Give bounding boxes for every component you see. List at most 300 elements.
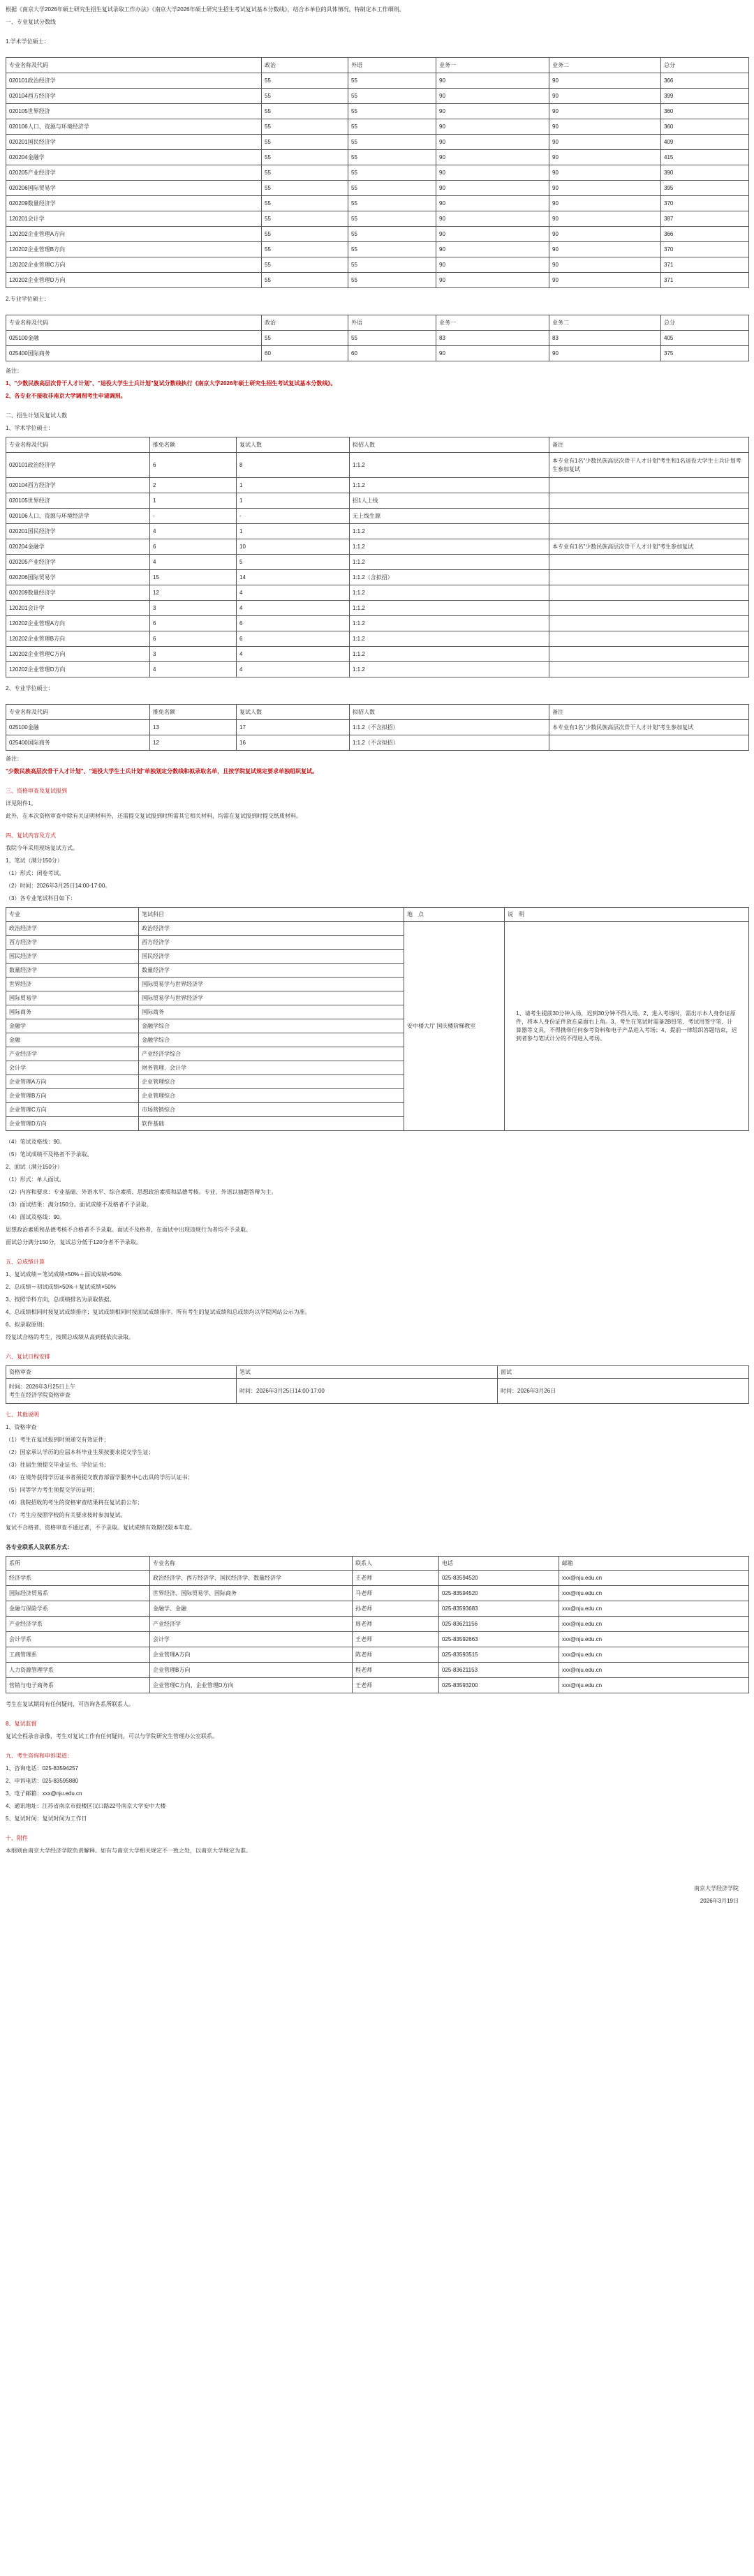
table-cell: 1:1.2（不含拟招） bbox=[350, 735, 549, 751]
table-cell: 笔试科目 bbox=[139, 908, 404, 922]
table-row bbox=[6, 257, 749, 273]
section-6-title: 六、复试日程安排 bbox=[6, 1354, 50, 1360]
table-cell: 025-83593683 bbox=[439, 1601, 559, 1617]
table-cell: 西方经济学 bbox=[139, 936, 404, 950]
remark-cell bbox=[549, 509, 749, 524]
table-cell: 周老师 bbox=[353, 1617, 439, 1632]
signature: 南京大学经济学院 bbox=[694, 1885, 739, 1892]
table-cell: 020104西方经济学 bbox=[6, 478, 150, 493]
table-cell: 备注 bbox=[549, 705, 749, 720]
table-cell: 17 bbox=[237, 720, 350, 735]
table-cell: 国际商务 bbox=[139, 1005, 404, 1019]
table-cell: 90 bbox=[436, 242, 549, 257]
section-4-title: 四、复试内容及方式 bbox=[6, 832, 56, 839]
table-row bbox=[6, 1586, 749, 1601]
table-cell: 专业名称及代码 bbox=[6, 58, 262, 73]
s10-item-2: 2、申诉电话：025-83595880 bbox=[6, 1778, 79, 1784]
table-cell: 1:1.2 bbox=[350, 647, 549, 662]
table-cell: 90 bbox=[549, 135, 661, 150]
table-row bbox=[6, 346, 749, 361]
table-cell: 020106人口、资源与环境经济学 bbox=[6, 509, 150, 524]
table-cell: 020201国民经济学 bbox=[6, 135, 262, 150]
table-cell: 55 bbox=[262, 135, 348, 150]
table-cell: 025400国际商务 bbox=[6, 735, 150, 751]
table-row bbox=[6, 119, 749, 135]
table-cell: 371 bbox=[661, 257, 749, 273]
table-cell: 55 bbox=[262, 211, 348, 227]
table-cell: 3 bbox=[150, 647, 237, 662]
table-cell: 375 bbox=[661, 346, 749, 361]
table-cell: 6 bbox=[150, 616, 237, 631]
table-row bbox=[6, 227, 749, 242]
table-cell: 企业管理C方向 bbox=[6, 1103, 139, 1117]
table-cell: 020104西方经济学 bbox=[6, 89, 262, 104]
schedule-written: 时间：2026年3月25日14:00-17:00 bbox=[237, 1379, 498, 1404]
table-cell: 360 bbox=[661, 119, 749, 135]
s5-principle-title: 6、拟录取原则： bbox=[6, 1321, 48, 1328]
table-cell: 业务二 bbox=[549, 58, 661, 73]
table-cell: 4 bbox=[237, 585, 350, 601]
s3-p1: 详见附件1。 bbox=[6, 800, 37, 807]
table-cell: 1:1.2 bbox=[350, 662, 549, 677]
table-cell: 招1人上线 bbox=[350, 493, 549, 509]
table-cell: 90 bbox=[436, 211, 549, 227]
table-cell: 90 bbox=[549, 257, 661, 273]
table-cell: 390 bbox=[661, 165, 749, 181]
table-row bbox=[6, 539, 749, 555]
remark-cell: 本专业有1名"少数民族高层次骨干人才计划"考生和1名退役大学生士兵计划考生参加复试 bbox=[549, 453, 749, 478]
table-cell: 55 bbox=[348, 89, 436, 104]
remark-cell bbox=[549, 524, 749, 539]
table-cell: 025-83593200 bbox=[439, 1678, 559, 1693]
section-2-sub-a: 1、学术学位硕士： bbox=[6, 425, 54, 431]
table-cell: 产业经济学综合 bbox=[139, 1047, 404, 1061]
table-cell: 业务一 bbox=[436, 58, 549, 73]
s7-item-7: （7）考生应按照学校的有关要求按时参加复试。 bbox=[6, 1512, 126, 1518]
table-cell: 366 bbox=[661, 227, 749, 242]
table-cell: xxx@nju.edu.cn bbox=[559, 1586, 749, 1601]
table-row bbox=[6, 662, 749, 677]
section-1-sub-a: 1.学术学位硕士： bbox=[6, 38, 50, 45]
table-row bbox=[6, 150, 749, 165]
table-cell: 8 bbox=[237, 453, 350, 478]
table-cell: 工商管理系 bbox=[6, 1647, 150, 1663]
table-cell: 55 bbox=[262, 165, 348, 181]
section-3-title: 三、资格审查及复试报到 bbox=[6, 788, 67, 794]
table-cell: 120202企业管理A方向 bbox=[6, 227, 262, 242]
table-cell: 1 bbox=[237, 493, 350, 509]
table-cell: 399 bbox=[661, 89, 749, 104]
table-cell: 020201国民经济学 bbox=[6, 524, 150, 539]
table-cell: 1 bbox=[150, 493, 237, 509]
table-cell: 4 bbox=[237, 647, 350, 662]
table-cell: 020105世界经济 bbox=[6, 493, 150, 509]
table-cell: 020105世界经济 bbox=[6, 104, 262, 119]
table-cell: 90 bbox=[436, 150, 549, 165]
table-cell: 拟招人数 bbox=[350, 437, 549, 453]
remark-cell bbox=[549, 647, 749, 662]
s4-written-1: （1）形式：闭卷考试。 bbox=[6, 870, 65, 876]
table-cell: 020204金融学 bbox=[6, 539, 150, 555]
professional-plan-table bbox=[6, 704, 749, 751]
s4-interview-title: 2、面试（满分150分） bbox=[6, 1164, 63, 1170]
table-cell: 12 bbox=[150, 735, 237, 751]
table-cell: - bbox=[237, 509, 350, 524]
table-cell: 55 bbox=[348, 273, 436, 288]
table-cell: 企业管理B方向 bbox=[150, 1663, 353, 1678]
table-cell: 6 bbox=[150, 453, 237, 478]
table-cell: 55 bbox=[348, 196, 436, 211]
table-cell: 1:1.2 bbox=[350, 631, 549, 647]
section-9-title: 8、复试监督 bbox=[6, 1721, 37, 1727]
table-cell: 14 bbox=[237, 570, 350, 585]
table-cell: 企业管理B方向 bbox=[6, 1089, 139, 1103]
table-cell: 推免名额 bbox=[150, 705, 237, 720]
table-cell: 55 bbox=[262, 150, 348, 165]
s7-item-3: （3）往届生须提交毕业证书、学位证书； bbox=[6, 1462, 110, 1468]
table-cell: 王老师 bbox=[353, 1632, 439, 1647]
table-cell: 4 bbox=[150, 555, 237, 570]
table-cell: 55 bbox=[262, 181, 348, 196]
table-cell: 395 bbox=[661, 181, 749, 196]
schedule-table bbox=[6, 1365, 749, 1404]
schedule-qualification bbox=[6, 1379, 237, 1404]
table-cell: 人力资源管理学系 bbox=[6, 1663, 150, 1678]
table-row bbox=[6, 647, 749, 662]
table-cell: 55 bbox=[348, 135, 436, 150]
table-cell: 55 bbox=[262, 242, 348, 257]
table-row bbox=[6, 735, 749, 751]
table-cell: 90 bbox=[549, 211, 661, 227]
section-5-title: 五、总成绩计算 bbox=[6, 1259, 45, 1265]
table-cell: 55 bbox=[348, 257, 436, 273]
table-cell: 金融学综合 bbox=[139, 1033, 404, 1047]
s10-item-4: 4、通讯地址：江苏省南京市鼓楼区汉口路22号南京大学安中大楼 bbox=[6, 1803, 166, 1809]
table-cell: 总分 bbox=[661, 58, 749, 73]
table-cell: 55 bbox=[262, 273, 348, 288]
s8-paragraph: 考生在复试期间有任何疑问，可咨询各系所联系人。 bbox=[6, 1701, 134, 1707]
table-row bbox=[6, 1647, 749, 1663]
table-cell: 邮箱 bbox=[559, 1557, 749, 1571]
table-cell: 金融学 bbox=[6, 1019, 139, 1033]
table-cell: 1:1.2 bbox=[350, 539, 549, 555]
table-cell: 020204金融学 bbox=[6, 150, 262, 165]
s7-p2: 复试不合格者、资格审查不通过者，不予录取。复试成绩有效期仅限本年度。 bbox=[6, 1525, 195, 1531]
s11-paragraph: 本细则由南京大学经济学院负责解释。如有与南京大学相关规定不一致之处，以南京大学规定为准。 bbox=[6, 1848, 251, 1854]
remark-cell bbox=[549, 570, 749, 585]
table-cell: 020209数量经济学 bbox=[6, 585, 150, 601]
table-cell: 1:1.2 bbox=[350, 524, 549, 539]
table-cell: 120202企业管理B方向 bbox=[6, 242, 262, 257]
table-row bbox=[6, 242, 749, 257]
table-cell: 90 bbox=[436, 135, 549, 150]
table-cell: 经济学系 bbox=[6, 1571, 150, 1586]
table-cell: 55 bbox=[262, 119, 348, 135]
remark-cell bbox=[549, 555, 749, 570]
table-row bbox=[6, 196, 749, 211]
table-cell: 55 bbox=[348, 150, 436, 165]
s4-interview-5: 思想政治素质和品德考核不合格者不予录取。面试不及格者，在面试中出现违规行为者均不予录取。 bbox=[6, 1227, 251, 1233]
table-cell: 020101政治经济学 bbox=[6, 73, 262, 89]
table-cell: 025-83621156 bbox=[439, 1617, 559, 1632]
table-cell: 王老师 bbox=[353, 1571, 439, 1586]
table-row bbox=[6, 631, 749, 647]
table-cell: xxx@nju.edu.cn bbox=[559, 1663, 749, 1678]
table-cell: 地 点 bbox=[404, 908, 505, 922]
table-cell: 1:1.2（不含拟招） bbox=[350, 720, 549, 735]
table-cell: 国际贸易学与世界经济学 bbox=[139, 978, 404, 991]
table-cell: 415 bbox=[661, 150, 749, 165]
schedule-interview: 时间：2026年3月26日 bbox=[498, 1379, 749, 1404]
table-row bbox=[6, 89, 749, 104]
table-cell: 120202企业管理B方向 bbox=[6, 631, 150, 647]
section-2-title: 二、招生计划及复试人数 bbox=[6, 412, 67, 419]
table-cell: 025-83592663 bbox=[439, 1632, 559, 1647]
table-cell: 推免名额 bbox=[150, 437, 237, 453]
table-row bbox=[6, 585, 749, 601]
table-cell: 83 bbox=[436, 331, 549, 346]
table-cell: 025-83593515 bbox=[439, 1647, 559, 1663]
table-cell: 025400国际商务 bbox=[6, 346, 262, 361]
professional-score-table bbox=[6, 315, 749, 361]
table-cell: 90 bbox=[549, 119, 661, 135]
table-cell: 366 bbox=[661, 73, 749, 89]
remark-cell: 本专业有1名"少数民族高层次骨干人才计划"考生参加复试 bbox=[549, 539, 749, 555]
table-cell: 025-83594520 bbox=[439, 1571, 559, 1586]
intro-paragraph: 根据《南京大学2026年硕士研究生招生复试录取工作办法》《南京大学2026年硕士研究生招生考试复试基本分数线》，结合本单位的具体情况，特制定本工作细则。 bbox=[6, 6, 405, 13]
table-row bbox=[6, 1663, 749, 1678]
table-row bbox=[6, 1571, 749, 1586]
schedule-head-1: 资格审查 bbox=[6, 1366, 237, 1379]
table-cell: xxx@nju.edu.cn bbox=[559, 1647, 749, 1663]
table-cell: 金融与保险学系 bbox=[6, 1601, 150, 1617]
table-cell: 90 bbox=[436, 73, 549, 89]
table-cell: 国际经济贸易系 bbox=[6, 1586, 150, 1601]
s9-paragraph: 复试全程录音录像，考生对复试工作有任何疑问，可以与学院研究生管理办公室联系。 bbox=[6, 1733, 218, 1739]
table-row bbox=[6, 1632, 749, 1647]
table-cell: 政治经济学 bbox=[139, 922, 404, 936]
table-cell: 12 bbox=[150, 585, 237, 601]
schedule-qualification-time: 时间：2026年3月25日上午 bbox=[9, 1383, 76, 1390]
table-cell: 外语 bbox=[348, 315, 436, 331]
table-cell: 55 bbox=[262, 104, 348, 119]
table-cell: 15 bbox=[150, 570, 237, 585]
table-cell: 企业管理C方向、企业管理D方向 bbox=[150, 1678, 353, 1693]
s7-p1: 1、资格审查 bbox=[6, 1424, 37, 1430]
table-cell: 120201会计学 bbox=[6, 211, 262, 227]
table-cell: 拟招人数 bbox=[350, 705, 549, 720]
table-cell: xxx@nju.edu.cn bbox=[559, 1617, 749, 1632]
table-cell: 90 bbox=[436, 257, 549, 273]
section-8-title: 各专业联系人及联系方式： bbox=[6, 1544, 73, 1550]
table-cell: 55 bbox=[348, 227, 436, 242]
table-cell: 55 bbox=[262, 196, 348, 211]
table-cell: 4 bbox=[237, 601, 350, 616]
table-cell: 025-83594520 bbox=[439, 1586, 559, 1601]
s2-note-label: 备注： bbox=[6, 756, 22, 762]
table-cell: 83 bbox=[549, 331, 661, 346]
table-cell: 90 bbox=[436, 119, 549, 135]
table-cell: 1:1.2 bbox=[350, 453, 549, 478]
s7-item-5: （5）同等学力考生须提交学历证明； bbox=[6, 1487, 98, 1493]
table-cell: - bbox=[150, 509, 237, 524]
remark-cell bbox=[549, 631, 749, 647]
table-cell: 4 bbox=[237, 662, 350, 677]
table-cell: 世界经济 bbox=[6, 978, 139, 991]
table-cell: 90 bbox=[436, 165, 549, 181]
table-cell: 企业管理A方向 bbox=[6, 1075, 139, 1089]
table-cell: 90 bbox=[436, 227, 549, 242]
table-cell: 90 bbox=[549, 227, 661, 242]
table-cell: 数量经济学 bbox=[139, 964, 404, 978]
table-row bbox=[6, 331, 749, 346]
table-row bbox=[6, 211, 749, 227]
table-cell: 业务二 bbox=[549, 315, 661, 331]
table-cell: 409 bbox=[661, 135, 749, 150]
table-header-row bbox=[6, 437, 749, 453]
section-10-title: 九、考生咨询和申诉渠道： bbox=[6, 1753, 73, 1759]
table-cell: 120202企业管理C方向 bbox=[6, 257, 262, 273]
table-row bbox=[6, 570, 749, 585]
remark-cell bbox=[549, 493, 749, 509]
table-cell: 020206国际贸易学 bbox=[6, 570, 150, 585]
table-cell: 55 bbox=[348, 165, 436, 181]
schedule-qualification-place: 考生在经济学院资格审查 bbox=[9, 1391, 71, 1398]
table-cell: 55 bbox=[348, 242, 436, 257]
table-cell: 专业名称 bbox=[150, 1557, 353, 1571]
table-cell: 025100金融 bbox=[6, 720, 150, 735]
s7-item-2: （2）国家承认学历的应届本科毕业生须按要求提交学生证； bbox=[6, 1449, 154, 1455]
section-1-title: 一、专业复试分数线 bbox=[6, 19, 56, 25]
table-cell: 1:1.2 bbox=[350, 478, 549, 493]
table-cell: 国际贸易学 bbox=[6, 991, 139, 1005]
table-cell: 营销与电子商务系 bbox=[6, 1678, 150, 1693]
table-cell: 金融 bbox=[6, 1033, 139, 1047]
table-cell: 6 bbox=[150, 631, 237, 647]
table-cell: 16 bbox=[237, 735, 350, 751]
s2-note: "少数民族高层次骨干人才计划"、"退役大学生士兵计划"单独划定分数线和拟录取名单，且按学院复试规定要求单独组织复试。 bbox=[6, 768, 318, 774]
table-cell: xxx@nju.edu.cn bbox=[559, 1678, 749, 1693]
table-cell: 55 bbox=[262, 73, 348, 89]
table-cell: xxx@nju.edu.cn bbox=[559, 1601, 749, 1617]
document-body bbox=[6, 6, 748, 1910]
s4-interview-2: （2）内容和要求：专业基础、外语水平、综合素质、思想政治素质和品德考核。专业、外语以抽题答辩为主。 bbox=[6, 1189, 277, 1195]
schedule-head-2: 笔试 bbox=[237, 1366, 498, 1379]
s5-formula-1: 1、复试成绩＝笔试成绩×50%＋面试成绩×50% bbox=[6, 1271, 121, 1278]
s1-note-2: 2、各专业不接收非南京大学调剂考生申请调剂。 bbox=[6, 393, 126, 399]
table-cell: 1:1.2 bbox=[350, 616, 549, 631]
table-row bbox=[6, 478, 749, 493]
s3-p2: 此外，在本次资格审查中除有关证明材料外，还需提交复试报到时所需其它相关材料，均需在复试报到时提交纸质材料。 bbox=[6, 813, 302, 819]
table-cell: 90 bbox=[549, 196, 661, 211]
table-cell: xxx@nju.edu.cn bbox=[559, 1571, 749, 1586]
table-cell: 90 bbox=[549, 104, 661, 119]
table-cell: 55 bbox=[348, 331, 436, 346]
table-cell: 市场营销综合 bbox=[139, 1103, 404, 1117]
s1-note-label: 备注： bbox=[6, 368, 22, 374]
s10-item-5: 5、复试时间：复试时间为工作日 bbox=[6, 1815, 87, 1822]
table-cell: 系所 bbox=[6, 1557, 150, 1571]
table-cell: 90 bbox=[436, 273, 549, 288]
table-cell: 1:1.2（含拟招） bbox=[350, 570, 549, 585]
table-cell: 财务管理、会计学 bbox=[139, 1061, 404, 1075]
table-cell: 360 bbox=[661, 104, 749, 119]
table-cell: 专业名称及代码 bbox=[6, 705, 150, 720]
table-cell: 业务一 bbox=[436, 315, 549, 331]
academic-score-table bbox=[6, 57, 749, 288]
table-cell: 电话 bbox=[439, 1557, 559, 1571]
table-cell: 120202企业管理D方向 bbox=[6, 662, 150, 677]
table-cell: 企业管理综合 bbox=[139, 1075, 404, 1089]
s5-formula-3: 3、按照学科方向，总成绩排名为录取依据。 bbox=[6, 1296, 115, 1303]
table-cell: 总分 bbox=[661, 315, 749, 331]
table-cell: 西方经济学 bbox=[6, 936, 139, 950]
table-cell: 专业名称及代码 bbox=[6, 315, 262, 331]
table-header-row bbox=[6, 1557, 749, 1571]
table-cell: 90 bbox=[436, 89, 549, 104]
table-cell: xxx@nju.edu.cn bbox=[559, 1632, 749, 1647]
remark-cell bbox=[549, 662, 749, 677]
table-cell: 产业经济学 bbox=[6, 1047, 139, 1061]
table-cell: 55 bbox=[262, 89, 348, 104]
table-cell: 55 bbox=[262, 257, 348, 273]
table-cell: 世界经济、国际贸易学、国际商务 bbox=[150, 1586, 353, 1601]
table-row bbox=[6, 165, 749, 181]
table-cell: 6 bbox=[237, 616, 350, 631]
table-cell: 专业名称及代码 bbox=[6, 437, 150, 453]
remark-cell bbox=[549, 616, 749, 631]
table-cell: 90 bbox=[436, 181, 549, 196]
table-row bbox=[6, 1601, 749, 1617]
table-cell: 55 bbox=[348, 181, 436, 196]
table-header-row bbox=[6, 58, 749, 73]
table-cell: 120201会计学 bbox=[6, 601, 150, 616]
table-cell: 备注 bbox=[549, 437, 749, 453]
s10-item-3: 3、电子邮箱：xxx@nju.edu.cn bbox=[6, 1790, 82, 1797]
table-cell: 55 bbox=[348, 73, 436, 89]
table-cell: 无上线生源 bbox=[350, 509, 549, 524]
table-cell: 120202企业管理D方向 bbox=[6, 273, 262, 288]
table-row bbox=[6, 555, 749, 570]
table-cell: 13 bbox=[150, 720, 237, 735]
table-cell: 外语 bbox=[348, 58, 436, 73]
table-cell: 1:1.2 bbox=[350, 585, 549, 601]
table-cell: 数量经济学 bbox=[6, 964, 139, 978]
table-cell: 本专业有1名"少数民族高层次骨干人才计划"考生参加复试 bbox=[549, 720, 749, 735]
table-cell: 55 bbox=[262, 227, 348, 242]
table-row bbox=[6, 73, 749, 89]
table-cell: 90 bbox=[549, 150, 661, 165]
table-cell: 6 bbox=[150, 539, 237, 555]
table-cell: 90 bbox=[549, 346, 661, 361]
s1-note-1: 1、"少数民族高层次骨干人才计划"、"退役大学生士兵计划"复试分数线执行《南京大学2026年硕士研究生招生考试复试基本分数线》。 bbox=[6, 380, 337, 387]
table-cell: 会计学系 bbox=[6, 1632, 150, 1647]
table-cell: 1 bbox=[237, 478, 350, 493]
s7-item-4: （4）在境外获得学历证书者须提交教育部留学服务中心出具的学历认证书； bbox=[6, 1474, 193, 1481]
table-cell: 370 bbox=[661, 196, 749, 211]
section-2-sub-b: 2、专业学位硕士： bbox=[6, 685, 54, 691]
s4-interview-1: （1）形式：单人面试。 bbox=[6, 1176, 65, 1183]
s10-item-1: 1、咨询电话：025-83594257 bbox=[6, 1765, 79, 1772]
table-cell: 020106人口、资源与环境经济学 bbox=[6, 119, 262, 135]
table-cell: 55 bbox=[348, 119, 436, 135]
table-cell: 专业 bbox=[6, 908, 139, 922]
table-row bbox=[6, 273, 749, 288]
table-cell: 55 bbox=[348, 104, 436, 119]
schedule-head-3: 面试 bbox=[498, 1366, 749, 1379]
table-cell: 说 明 bbox=[505, 908, 749, 922]
table-cell: 120202企业管理C方向 bbox=[6, 647, 150, 662]
